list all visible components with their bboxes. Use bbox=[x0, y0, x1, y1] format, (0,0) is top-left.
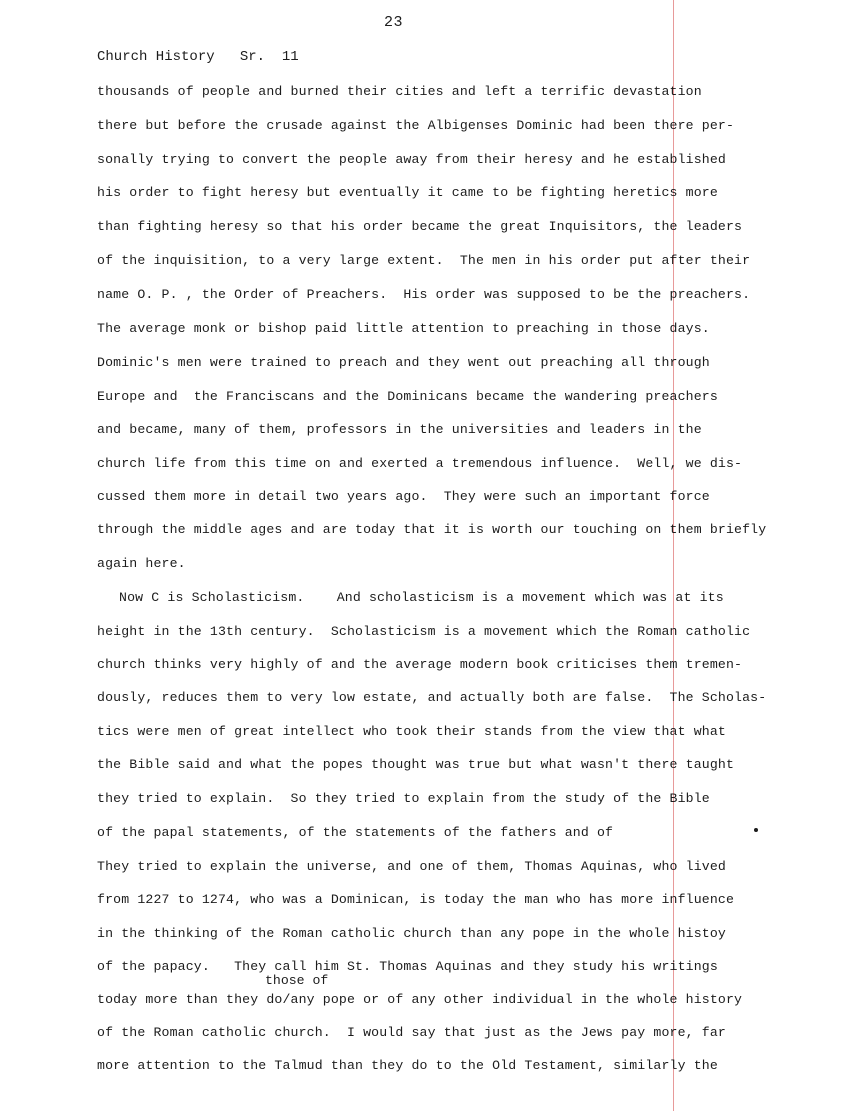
text-line: they tried to explain. So they tried to explain from the study of the Bible bbox=[97, 791, 710, 806]
text-line: of the inquisition, to a very large extent. The men in his order put after their bbox=[97, 253, 751, 268]
text-line: his order to fight heresy but eventually it came to be fighting heretics more bbox=[97, 185, 718, 200]
text-line: dously, reduces them to very low estate, and actually both are false. The Scholas- bbox=[97, 690, 767, 705]
text-line: of the papacy. They call him St. Thomas Aquinas and they study his writings bbox=[97, 959, 718, 974]
page-header: Church History Sr. 11 bbox=[97, 49, 299, 65]
text-line: in the thinking of the Roman catholic church than any pope in the whole histoy bbox=[97, 926, 726, 941]
text-line: again here. bbox=[97, 556, 186, 571]
text-line: of the Roman catholic church. I would say that just as the Jews pay more, far bbox=[97, 1025, 726, 1040]
text-line: Now C is Scholasticism. And scholasticism is a movement which was at its bbox=[119, 590, 724, 605]
text-line: Dominic's men were trained to preach and they went out preaching all through bbox=[97, 355, 710, 370]
text-line: there but before the crusade against the Albigenses Dominic had been there per- bbox=[97, 118, 735, 133]
page-number: 23 bbox=[384, 14, 404, 31]
text-line: of the papal statements, of the statements of the fathers and of bbox=[97, 825, 614, 840]
text-line: tics were men of great intellect who took their stands from the view that what bbox=[97, 724, 726, 739]
text-line: than fighting heresy so that his order became the great Inquisitors, the leaders bbox=[97, 219, 743, 234]
text-line: today more than they do/any pope or of any other individual in the whole history bbox=[97, 992, 743, 1007]
text-line: name O. P. , the Order of Preachers. His order was supposed to be the preachers. bbox=[97, 287, 751, 302]
text-line: Europe and the Franciscans and the Dominicans became the wandering preachers bbox=[97, 389, 718, 404]
text-line: from 1227 to 1274, who was a Dominican, is today the man who has more influence bbox=[97, 892, 735, 907]
interlinear-insertion: those of bbox=[265, 973, 329, 988]
text-line: They tried to explain the universe, and one of them, Thomas Aquinas, who lived bbox=[97, 859, 726, 874]
text-line: thousands of people and burned their cities and left a terrific devastation bbox=[97, 84, 702, 99]
text-line: more attention to the Talmud than they do to the Old Testament, similarly the bbox=[97, 1058, 718, 1073]
text-line: the Bible said and what the popes thought was true but what wasn't there taught bbox=[97, 757, 735, 772]
text-line: church thinks very highly of and the average modern book criticises them tremen- bbox=[97, 657, 743, 672]
text-line: sonally trying to convert the people away from their heresy and he established bbox=[97, 152, 726, 167]
text-line: and became, many of them, professors in the universities and leaders in the bbox=[97, 422, 702, 437]
stray-dot-mark bbox=[754, 828, 758, 832]
text-line: through the middle ages and are today that it is worth our touching on them briefly bbox=[97, 522, 767, 537]
text-line: height in the 13th century. Scholasticism is a movement which the Roman catholic bbox=[97, 624, 751, 639]
text-line: church life from this time on and exerted a tremendous influence. Well, we dis- bbox=[97, 456, 743, 471]
text-line: cussed them more in detail two years ago. They were such an important force bbox=[97, 489, 710, 504]
text-line: The average monk or bishop paid little attention to preaching in those days. bbox=[97, 321, 710, 336]
